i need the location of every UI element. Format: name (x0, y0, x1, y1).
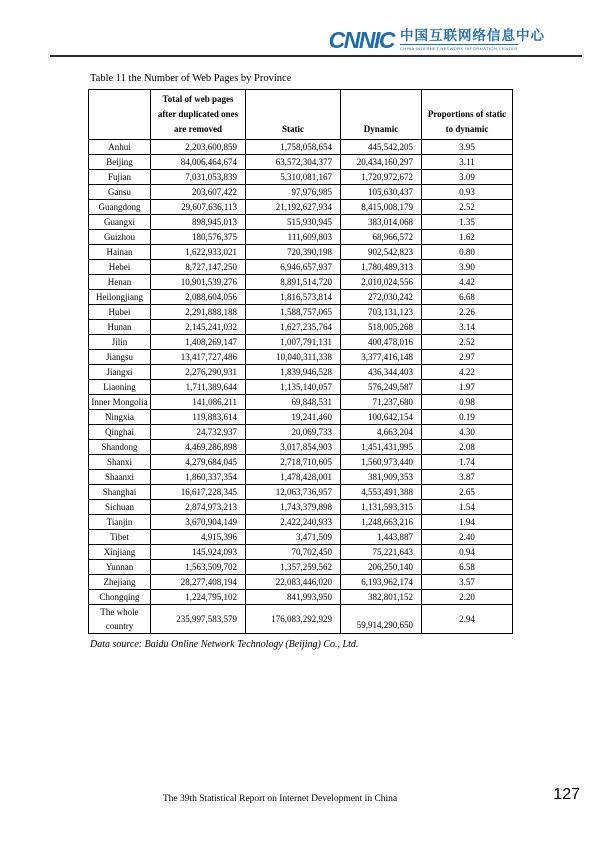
province-name: Guangxi (89, 215, 151, 230)
dynamic-pages-value: 1,443,887 (341, 530, 422, 545)
table-header (89, 90, 513, 140)
static-pages-value: 3,471,509 (246, 530, 341, 545)
total-pages-value: 203,607,422 (151, 185, 246, 200)
table-row (89, 305, 513, 320)
static-dynamic-ratio-value: 0.19 (422, 410, 513, 425)
column-header-static: Static (246, 90, 341, 140)
static-dynamic-ratio-value: 3.57 (422, 575, 513, 590)
province-name: Shanxi (89, 455, 151, 470)
total-pages-value: 3,670,904,149 (151, 515, 246, 530)
dynamic-pages-value: 75,221,643 (341, 545, 422, 560)
static-pages-value: 1,816,573,814 (246, 290, 341, 305)
static-dynamic-ratio-value: 2.26 (422, 305, 513, 320)
dynamic-pages-value: 100,642,154 (341, 410, 422, 425)
static-dynamic-ratio-value: 1.94 (422, 515, 513, 530)
static-dynamic-ratio-value: 2.65 (422, 485, 513, 500)
dynamic-pages-value: 105,630,437 (341, 185, 422, 200)
table-row (89, 545, 513, 560)
province-name: Shanghai (89, 485, 151, 500)
province-name: Zhejiang (89, 575, 151, 590)
static-dynamic-ratio-value: 6.58 (422, 560, 513, 575)
dynamic-pages-value: 1,451,431,995 (341, 440, 422, 455)
total-pages-value: 1,622,933,021 (151, 245, 246, 260)
static-dynamic-ratio-value: 0.94 (422, 545, 513, 560)
static-pages-value: 720,390,198 (246, 245, 341, 260)
province-name: Inner Mongolia (89, 395, 151, 410)
province-name: Jiangsu (89, 350, 151, 365)
table-row (89, 275, 513, 290)
table-row (89, 575, 513, 590)
static-pages-value: 20,069,733 (246, 425, 341, 440)
total-pages-value: 1,711,389,644 (151, 380, 246, 395)
static-pages-value: 2,422,240,933 (246, 515, 341, 530)
total-pages-value: 7,031,053,839 (151, 170, 246, 185)
table-row (89, 200, 513, 215)
table-row (89, 245, 513, 260)
web-pages-by-province-table (88, 89, 513, 634)
table-row (89, 560, 513, 575)
static-dynamic-ratio-value: 4.42 (422, 275, 513, 290)
table-row (89, 155, 513, 170)
table-row (89, 350, 513, 365)
total-pages-value: 2,145,241,032 (151, 320, 246, 335)
dynamic-pages-value: 382,801,152 (341, 590, 422, 605)
province-name: Shandong (89, 440, 151, 455)
static-dynamic-ratio-value: 4.22 (422, 365, 513, 380)
table-row (89, 260, 513, 275)
static-pages-value: 69,848,531 (246, 395, 341, 410)
static-pages-value: 5,310,081,167 (246, 170, 341, 185)
province-name: Sichuan (89, 500, 151, 515)
province-name: Xinjiang (89, 545, 151, 560)
static-pages-value: 1,743,379,898 (246, 500, 341, 515)
static-dynamic-ratio-value: 3.95 (422, 140, 513, 155)
total-pages-value: 13,417,727,486 (151, 350, 246, 365)
column-header-dynamic: Dynamic (341, 90, 422, 140)
dynamic-pages-value: 59,914,290,650 (341, 605, 422, 634)
table-row (89, 335, 513, 350)
province-name: Qinghai (89, 425, 151, 440)
total-pages-value: 141,086,211 (151, 395, 246, 410)
dynamic-pages-value: 206,250,140 (341, 560, 422, 575)
province-name: Hubei (89, 305, 151, 320)
dynamic-pages-value: 400,478,016 (341, 335, 422, 350)
dynamic-pages-value: 383,014,068 (341, 215, 422, 230)
cnnic-logo (0, 28, 600, 51)
dynamic-pages-value: 3,377,416,148 (341, 350, 422, 365)
province-name: Tianjin (89, 515, 151, 530)
total-pages-value: 10,901,539,276 (151, 275, 246, 290)
dynamic-pages-value: 1,560,973,440 (341, 455, 422, 470)
static-dynamic-ratio-value: 2.40 (422, 530, 513, 545)
header-divider (50, 55, 582, 57)
static-pages-value: 70,702,450 (246, 545, 341, 560)
province-name: Hainan (89, 245, 151, 260)
dynamic-pages-value: 20,434,160,297 (341, 155, 422, 170)
static-dynamic-ratio-value: 1.74 (422, 455, 513, 470)
province-name: Gansu (89, 185, 151, 200)
table-row (89, 380, 513, 395)
total-pages-value: 1,563,509,702 (151, 560, 246, 575)
dynamic-pages-value: 1,248,663,216 (341, 515, 422, 530)
dynamic-pages-value: 4,663,204 (341, 425, 422, 440)
province-name: Chongqing (89, 590, 151, 605)
dynamic-pages-value: 1,780,489,313 (341, 260, 422, 275)
province-name: Yunnan (89, 560, 151, 575)
page-header (0, 0, 600, 57)
cnnic-english-caption: CHINA INTERNET NETWORK INFORMATION CENTER (400, 46, 518, 51)
province-name: Fujian (89, 170, 151, 185)
total-pages-value: 2,874,973,213 (151, 500, 246, 515)
province-name: Guangdong (89, 200, 151, 215)
total-pages-value: 2,088,604,056 (151, 290, 246, 305)
static-dynamic-ratio-value: 4.30 (422, 425, 513, 440)
table-row (89, 215, 513, 230)
column-header-total: Total of web pages after duplicated ones are removed (151, 90, 246, 140)
province-name: Ningxia (89, 410, 151, 425)
table-row (89, 365, 513, 380)
table-row (89, 470, 513, 485)
static-dynamic-ratio-value: 0.80 (422, 245, 513, 260)
static-dynamic-ratio-value: 1.35 (422, 215, 513, 230)
table-row (89, 320, 513, 335)
static-dynamic-ratio-value: 2.20 (422, 590, 513, 605)
total-pages-value: 1,408,269,147 (151, 335, 246, 350)
table-row (89, 185, 513, 200)
static-dynamic-ratio-value: 3.11 (422, 155, 513, 170)
province-name: Heilongjiang (89, 290, 151, 305)
table-row (89, 455, 513, 470)
table-row (89, 440, 513, 455)
cnnic-wordmark-icon: CNNIC (328, 27, 394, 53)
total-pages-value: 1,224,795,102 (151, 590, 246, 605)
static-pages-value: 8,891,514,720 (246, 275, 341, 290)
static-dynamic-ratio-value: 3.87 (422, 470, 513, 485)
total-pages-value: 4,279,684,045 (151, 455, 246, 470)
dynamic-pages-value: 518,005,268 (341, 320, 422, 335)
static-pages-value: 63,572,304,377 (246, 155, 341, 170)
column-header-province (89, 90, 151, 140)
static-dynamic-ratio-value: 6.68 (422, 290, 513, 305)
province-name: Liaoning (89, 380, 151, 395)
dynamic-pages-value: 445,542,205 (341, 140, 422, 155)
total-pages-value: 145,924,093 (151, 545, 246, 560)
static-pages-value: 12,063,736,957 (246, 485, 341, 500)
static-dynamic-ratio-value: 1.54 (422, 500, 513, 515)
static-pages-value: 1,588,757,065 (246, 305, 341, 320)
static-pages-value: 19,241,460 (246, 410, 341, 425)
static-dynamic-ratio-value: 2.08 (422, 440, 513, 455)
table-row (89, 590, 513, 605)
province-name: Hunan (89, 320, 151, 335)
static-pages-value: 2,718,710,605 (246, 455, 341, 470)
static-dynamic-ratio-value: 2.94 (422, 605, 513, 634)
province-name: Guizhou (89, 230, 151, 245)
total-pages-value: 8,727,147,250 (151, 260, 246, 275)
dynamic-pages-value: 71,237,680 (341, 395, 422, 410)
static-dynamic-ratio-value: 3.14 (422, 320, 513, 335)
cnnic-logo-text-block (400, 28, 545, 51)
province-name: Jiangxi (89, 365, 151, 380)
total-pages-value: 235,997,583,579 (151, 605, 246, 634)
table-row (89, 290, 513, 305)
table-row (89, 140, 513, 155)
footer-report-title: The 39th Statistical Report on Internet Development in China (162, 794, 398, 804)
province-name: Jilin (89, 335, 151, 350)
static-pages-value: 176,083,292,929 (246, 605, 341, 634)
static-dynamic-ratio-value: 1.62 (422, 230, 513, 245)
province-name: Beijing (89, 155, 151, 170)
dynamic-pages-value: 381,909,353 (341, 470, 422, 485)
table-row (89, 485, 513, 500)
table-row (89, 410, 513, 425)
dynamic-pages-value: 2,010,024,556 (341, 275, 422, 290)
total-pages-value: 2,203,600,859 (151, 140, 246, 155)
static-dynamic-ratio-value: 2.52 (422, 200, 513, 215)
static-pages-value: 111,609,803 (246, 230, 341, 245)
total-pages-value: 2,291,888,188 (151, 305, 246, 320)
province-name: Anhui (89, 140, 151, 155)
static-pages-value: 3,017,854,903 (246, 440, 341, 455)
total-pages-value: 4,915,396 (151, 530, 246, 545)
dynamic-pages-value: 436,344,403 (341, 365, 422, 380)
table-row (89, 395, 513, 410)
page-number: 127 (553, 786, 580, 803)
dynamic-pages-value: 68,966,572 (341, 230, 422, 245)
dynamic-pages-value: 6,193,962,174 (341, 575, 422, 590)
static-pages-value: 1,357,259,562 (246, 560, 341, 575)
static-pages-value: 6,946,657,937 (246, 260, 341, 275)
dynamic-pages-value: 8,415,008,179 (341, 200, 422, 215)
data-source-note: Data source: Baidu Online Network Technology (Beijing) Co., Ltd. (90, 639, 359, 650)
static-dynamic-ratio-value: 2.97 (422, 350, 513, 365)
static-dynamic-ratio-value: 3.09 (422, 170, 513, 185)
table-header-row (89, 90, 513, 140)
province-name: The whole country (89, 605, 151, 634)
static-dynamic-ratio-value: 0.93 (422, 185, 513, 200)
table-title: Table 11 the Number of Web Pages by Province (90, 73, 292, 84)
total-pages-value: 119,883,614 (151, 410, 246, 425)
province-table-body (89, 140, 513, 634)
table-row (89, 230, 513, 245)
dynamic-pages-value: 272,030,242 (341, 290, 422, 305)
static-dynamic-ratio-value: 0.98 (422, 395, 513, 410)
dynamic-pages-value: 4,553,491,388 (341, 485, 422, 500)
static-pages-value: 1,007,791,131 (246, 335, 341, 350)
dynamic-pages-value: 902,542,823 (341, 245, 422, 260)
table-row (89, 515, 513, 530)
total-pages-value: 898,945,013 (151, 215, 246, 230)
dynamic-pages-value: 703,131,123 (341, 305, 422, 320)
static-pages-value: 21,192,627,934 (246, 200, 341, 215)
table-row (89, 425, 513, 440)
static-dynamic-ratio-value: 1.97 (422, 380, 513, 395)
total-pages-value: 1,860,337,354 (151, 470, 246, 485)
total-pages-value: 180,576,375 (151, 230, 246, 245)
static-pages-value: 1,478,428,001 (246, 470, 341, 485)
static-pages-value: 1,135,140,057 (246, 380, 341, 395)
static-pages-value: 22,083,446,020 (246, 575, 341, 590)
province-name: Hebei (89, 260, 151, 275)
dynamic-pages-value: 1,720,972,672 (341, 170, 422, 185)
static-pages-value: 1,839,946,528 (246, 365, 341, 380)
static-pages-value: 1,627,235,764 (246, 320, 341, 335)
static-dynamic-ratio-value: 2.52 (422, 335, 513, 350)
total-pages-value: 84,006,464,674 (151, 155, 246, 170)
static-pages-value: 97,976,985 (246, 185, 341, 200)
total-pages-value: 4,469,286,898 (151, 440, 246, 455)
table-row (89, 605, 513, 634)
province-name: Henan (89, 275, 151, 290)
total-pages-value: 28,277,408,194 (151, 575, 246, 590)
total-pages-value: 2,276,290,931 (151, 365, 246, 380)
static-pages-value: 841,993,950 (246, 590, 341, 605)
province-name: Shaanxi (89, 470, 151, 485)
static-pages-value: 1,758,058,654 (246, 140, 341, 155)
column-header-proportions: Proportions of static to dynamic (422, 90, 513, 140)
static-pages-value: 10,040,311,338 (246, 350, 341, 365)
dynamic-pages-value: 1,131,593,315 (341, 500, 422, 515)
total-pages-value: 24,732,937 (151, 425, 246, 440)
cnnic-chinese-name: 中国互联网络信息中心 (400, 28, 545, 43)
table-row (89, 500, 513, 515)
total-pages-value: 29,607,636,113 (151, 200, 246, 215)
dynamic-pages-value: 576,249,587 (341, 380, 422, 395)
province-name: Tibet (89, 530, 151, 545)
static-dynamic-ratio-value: 3.90 (422, 260, 513, 275)
table-row (89, 170, 513, 185)
total-pages-value: 16,617,228,345 (151, 485, 246, 500)
static-pages-value: 515,930,945 (246, 215, 341, 230)
table-row (89, 530, 513, 545)
